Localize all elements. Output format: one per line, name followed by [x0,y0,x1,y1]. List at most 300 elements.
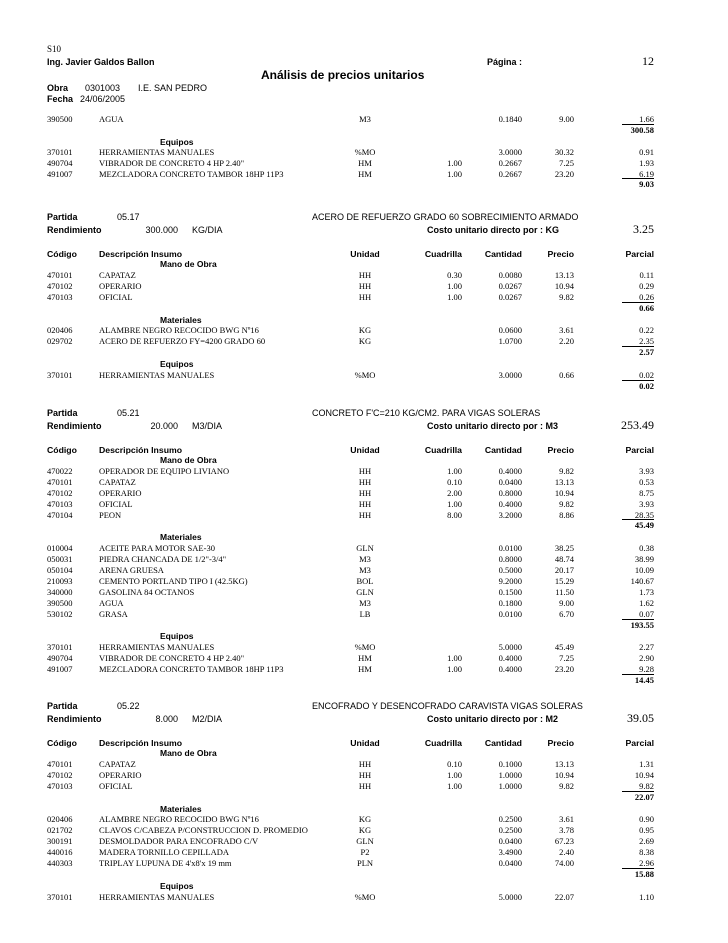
unidad-cell: HM [358,157,372,168]
codigo-cell: 440303 [47,858,73,868]
rendimiento-value: 20.000 [150,421,178,431]
table-row [0,892,728,903]
parcial-cell: 0.29 [639,280,654,291]
header-codigo: Código [47,738,77,748]
codigo-cell: 470102 [47,487,73,498]
descripcion-cell: OPERARIO [99,280,142,291]
parcial-cell: 0.07 [639,608,654,619]
cantidad-cell: 0.2500 [498,825,522,836]
parcial-cell: 0.02 [639,370,654,380]
parcial-cell: 9.82 [639,780,654,791]
codigo-cell: 050104 [47,565,73,575]
parcial-cell: 8.38 [639,847,654,858]
header-codigo: Código [47,249,77,259]
table-row [0,158,728,169]
unidad-cell: HH [358,509,372,520]
table-row [0,664,728,675]
cantidad-cell: 0.1500 [498,586,522,597]
cantidad-cell: 3.2000 [498,509,522,520]
header-parcial: Parcial [625,445,654,455]
cantidad-cell: 0.2667 [498,168,522,179]
cantidad-cell: 0.2500 [498,814,522,825]
header-cuadrilla: Cuadrilla [424,249,462,259]
header-descripcion: Descripción Insumo [99,445,183,455]
unidad-cell: LB [359,608,371,619]
header-cuadrilla: Cuadrilla [424,738,462,748]
subtotal-value: 300.58 [630,124,654,135]
header-unidad: Unidad [350,445,380,455]
cuadrilla-cell: 2.00 [447,487,462,498]
codigo-cell: 490704 [47,157,73,168]
table-row [0,587,728,598]
precio-cell: 67.23 [554,836,574,847]
costo-value: 253.49 [621,418,654,432]
cantidad-cell: 0.8000 [498,487,522,498]
codigo-cell: 210093 [47,575,73,586]
table-row [0,653,728,664]
descripcion-cell: VIBRADOR DE CONCRETO 4 HP 2.40" [99,157,245,168]
cantidad-cell: 0.0400 [498,476,522,487]
subtotal-value: 14.45 [634,675,654,685]
codigo-cell: 340000 [47,586,73,597]
descripcion-cell: OPERARIO [99,769,142,780]
partida-description: ENCOFRADO Y DESENCOFRADO CARAVISTA VIGAS SOLERAS [312,701,583,711]
precio-cell: 23.20 [554,664,574,675]
precio-cell: 22.07 [554,891,574,902]
parcial-cell: 0.95 [639,825,654,836]
table-row [0,847,728,858]
header-descripcion: Descripción Insumo [99,249,183,259]
cantidad-cell: 0.4000 [498,664,522,675]
obra-name: I.E. SAN PEDRO [138,83,208,93]
unidad-cell: %MO [354,891,376,902]
descripcion-cell: HERRAMIENTAS MANUALES [99,370,215,380]
table-row [0,565,728,576]
rendimiento-unit: KG/DIA [192,225,223,235]
table-row [0,642,728,653]
header-parcial: Parcial [625,249,654,259]
system-label: S10 [47,44,62,54]
page-number: 12 [642,54,654,68]
parcial-cell: 0.38 [639,543,654,554]
cantidad-cell: 1.0700 [498,336,522,347]
descripcion-cell: MEZCLADORA CONCRETO TAMBOR 18HP 11P3 [99,168,284,179]
unidad-cell: M3 [359,565,371,575]
cuadrilla-cell: 1.00 [447,465,462,476]
descripcion-cell: AGUA [99,114,124,124]
table-row [0,598,728,609]
partida-number: 05.17 [117,212,140,222]
parcial-cell: 0.90 [639,814,654,825]
parcial-cell: 0.26 [639,291,654,302]
cantidad-cell: 0.1000 [498,758,522,769]
cantidad-cell: 0.4000 [498,498,522,509]
unidad-cell: %MO [354,370,376,380]
costo-value: 39.05 [627,711,654,725]
unidad-cell: M3 [359,114,371,124]
cantidad-cell: 0.1800 [498,597,522,608]
parcial-cell: 1.62 [639,597,654,608]
cantidad-cell: 0.8000 [498,554,522,565]
costo-label: Costo unitario directo por : M3 [427,421,559,431]
page-label: Página : [487,57,523,67]
descripcion-cell: CEMENTO PORTLAND TIPO I (42.5KG) [99,575,248,586]
codigo-cell: 530102 [47,608,73,619]
cuadrilla-cell: 0.10 [447,476,462,487]
precio-cell: 20.17 [554,565,574,575]
codigo-cell: 470101 [47,758,73,769]
group-label: Equipos [160,631,194,642]
unidad-cell: HM [358,168,372,179]
codigo-cell: 390500 [47,597,73,608]
group-label: Equipos [160,880,194,891]
unidad-cell: HH [358,291,372,302]
unidad-cell: KG [358,814,372,825]
table-row [0,477,728,488]
partida-label: Partida [47,212,78,222]
cantidad-cell: 0.1840 [498,114,522,124]
cantidad-cell: 0.0600 [498,325,522,336]
unidad-cell: HH [358,465,372,476]
codigo-cell: 020406 [47,325,73,336]
codigo-cell: 470022 [47,465,73,476]
subtotal-value: 193.55 [630,619,654,630]
cuadrilla-cell: 1.00 [447,653,462,664]
codigo-cell: 029702 [47,336,73,347]
table-row [0,270,728,281]
parcial-cell: 9.28 [639,664,654,675]
table-row [0,488,728,499]
precio-cell: 10.94 [554,487,574,498]
descripcion-cell: OFICIAL [99,780,133,791]
descripcion-cell: OFICIAL [99,498,133,509]
rendimiento-label: Rendimiento [47,225,102,235]
descripcion-cell: GRASA [99,608,128,619]
precio-cell: 30.32 [554,146,574,157]
header-unidad: Unidad [350,249,380,259]
descripcion-cell: CLAVOS C/CABEZA P/CONSTRUCCION D. PROMEDIO [99,825,308,836]
precio-cell: 9.82 [559,291,574,302]
table-row [0,510,728,521]
subtotal-value: 22.07 [634,791,654,802]
descripcion-cell: HERRAMIENTAS MANUALES [99,642,215,653]
precio-cell: 15.29 [554,575,574,586]
unidad-cell: HH [358,269,372,280]
codigo-cell: 050031 [47,554,73,565]
parcial-cell: 0.11 [639,269,654,280]
descripcion-cell: CAPATAZ [99,269,136,280]
cantidad-cell: 5.0000 [498,642,522,653]
precio-cell: 9.00 [559,114,574,124]
header-cantidad: Cantidad [484,249,522,259]
unidad-cell: HH [358,769,372,780]
parcial-cell: 8.75 [639,487,654,498]
unidad-cell: HH [358,476,372,487]
obra-label: Obra [47,83,69,93]
subtotal-value: 45.49 [634,520,654,531]
descripcion-cell: ACEITE PARA MOTOR SAE-30 [99,543,215,554]
precio-cell: 2.20 [559,336,574,347]
descripcion-cell: OFICIAL [99,291,133,302]
precio-cell: 74.00 [554,858,574,868]
unidad-cell: GLN [356,836,374,847]
descripcion-cell: OPERARIO [99,487,142,498]
descripcion-cell: DESMOLDADOR PARA ENCOFRADO C/V [99,836,259,847]
header-cantidad: Cantidad [484,445,522,455]
group-label: Mano de Obra [160,455,217,465]
parcial-cell: 1.66 [639,114,654,124]
header-precio: Precio [547,445,574,455]
table-row [0,281,728,292]
cuadrilla-cell: 1.00 [447,780,462,791]
parcial-cell: 0.53 [639,476,654,487]
precio-cell: 13.13 [554,476,574,487]
descripcion-cell: AGUA [99,597,124,608]
descripcion-cell: ALAMBRE NEGRO RECOCIDO BWG Nº16 [99,814,259,825]
codigo-cell: 470101 [47,269,73,280]
partida-label: Partida [47,701,78,711]
header-descripcion: Descripción Insumo [99,738,183,748]
precio-cell: 13.13 [554,758,574,769]
obra-code: 0301003 [85,83,121,93]
codigo-cell: 490704 [47,653,73,664]
cantidad-cell: 5.0000 [498,891,522,902]
descripcion-cell: TRIPLAY LUPUNA DE 4'x8'x 19 mm [99,858,232,868]
page-title: Análisis de precios unitarios [261,68,425,82]
parcial-cell: 2.90 [639,653,654,664]
codigo-cell: 470103 [47,780,73,791]
table-row [0,325,728,336]
group-label: Mano de Obra [160,259,217,269]
descripcion-cell: CAPATAZ [99,758,136,769]
descripcion-cell: CAPATAZ [99,476,136,487]
unidad-cell: M3 [359,554,371,565]
engineer-name: Ing. Javier Galdos Ballon [47,57,155,67]
unidad-cell: PLN [356,858,374,868]
cantidad-cell: 0.0400 [498,858,522,868]
group-label: Equipos [160,359,194,370]
cantidad-cell: 1.0000 [498,780,522,791]
table-row [0,543,728,554]
descripcion-cell: VIBRADOR DE CONCRETO 4 HP 2.40" [99,653,245,664]
header-codigo: Código [47,445,77,455]
table-row [0,554,728,565]
unidad-cell: KG [358,325,372,336]
codigo-cell: 470102 [47,280,73,291]
table-row [0,836,728,847]
cantidad-cell: 0.5000 [498,565,522,575]
table-row [0,466,728,477]
parcial-cell: 2.27 [639,642,654,653]
unidad-cell: HM [358,664,372,675]
cuadrilla-cell: 1.00 [447,769,462,780]
costo-value: 3.25 [633,222,654,236]
descripcion-cell: HERRAMIENTAS MANUALES [99,146,215,157]
unidad-cell: HH [358,758,372,769]
rendimiento-value: 8.000 [155,714,178,724]
cuadrilla-cell: 0.10 [447,758,462,769]
descripcion-cell: MEZCLADORA CONCRETO TAMBOR 18HP 11P3 [99,664,284,675]
parcial-cell: 1.73 [639,586,654,597]
unidad-cell: M3 [359,597,371,608]
precio-cell: 38.25 [554,543,574,554]
codigo-cell: 470103 [47,291,73,302]
precio-cell: 48.74 [554,554,574,565]
parcial-cell: 2.69 [639,836,654,847]
codigo-cell: 470102 [47,769,73,780]
unidad-cell: GLN [356,543,374,554]
codigo-cell: 470103 [47,498,73,509]
table-row [0,336,728,347]
rendimiento-label: Rendimiento [47,421,102,431]
unidad-cell: HH [358,498,372,509]
parcial-cell: 140.67 [630,575,654,586]
parcial-cell: 1.93 [639,157,654,168]
parcial-cell: 0.91 [639,146,654,157]
rendimiento-unit: M3/DIA [192,421,223,431]
group-label: Materiales [160,314,202,325]
header-unidad: Unidad [350,738,380,748]
unidad-cell: KG [358,336,372,347]
parcial-cell: 28.35 [634,509,654,520]
unidad-cell: HH [358,780,372,791]
parcial-cell: 1.31 [639,758,654,769]
subtotal-value: 15.88 [634,868,654,879]
precio-cell: 3.61 [559,814,574,825]
cantidad-cell: 0.2667 [498,157,522,168]
table-row [0,169,728,180]
precio-cell: 9.82 [559,465,574,476]
precio-cell: 10.94 [554,280,574,291]
cantidad-cell: 0.0267 [498,291,522,302]
codigo-cell: 470104 [47,509,73,520]
descripcion-cell: HERRAMIENTAS MANUALES [99,891,215,902]
cantidad-cell: 3.4900 [498,847,522,858]
table-row [0,370,728,381]
unidad-cell: KG [358,825,372,836]
unidad-cell: %MO [354,146,376,157]
descripcion-cell: GASOLINA 84 OCTANOS [99,586,195,597]
unidad-cell: HM [358,653,372,664]
partida-label: Partida [47,408,78,418]
cantidad-cell: 1.0000 [498,769,522,780]
table-row [0,825,728,836]
precio-cell: 13.13 [554,269,574,280]
codigo-cell: 370101 [47,891,73,902]
cantidad-cell: 0.0100 [498,608,522,619]
precio-cell: 8.86 [559,509,574,520]
descripcion-cell: ARENA GRUESA [99,565,164,575]
cuadrilla-cell: 1.00 [447,168,462,179]
parcial-cell: 10.09 [634,565,654,575]
table-row [0,781,728,792]
precio-cell: 3.61 [559,325,574,336]
precio-cell: 9.82 [559,498,574,509]
cantidad-cell: 0.4000 [498,465,522,476]
descripcion-cell: OPERADOR DE EQUIPO LIVIANO [99,465,230,476]
cuadrilla-cell: 1.00 [447,664,462,675]
codigo-cell: 390500 [47,114,73,124]
rendimiento-value: 300.000 [145,225,178,235]
group-label: Materiales [160,803,202,814]
cuadrilla-cell: 1.00 [447,291,462,302]
group-label: Materiales [160,532,202,543]
unidad-cell: HH [358,280,372,291]
codigo-cell: 010004 [47,543,73,554]
descripcion-cell: ACERO DE REFUERZO FY=4200 GRADO 60 [99,336,266,347]
codigo-cell: 491007 [47,664,73,675]
precio-cell: 0.66 [559,370,574,380]
partida-number: 05.22 [117,701,140,711]
subtotal-value: 0.66 [639,302,654,313]
unidad-cell: GLN [356,586,374,597]
precio-cell: 23.20 [554,168,574,179]
cantidad-cell: 3.0000 [498,146,522,157]
parcial-cell: 10.94 [634,769,654,780]
fecha-label: Fecha [47,94,74,104]
cantidad-cell: 0.0400 [498,836,522,847]
precio-cell: 9.00 [559,597,574,608]
cantidad-cell: 3.0000 [498,370,522,380]
table-row [0,858,728,869]
precio-cell: 11.50 [555,586,574,597]
costo-label: Costo unitario directo por : M2 [427,714,559,724]
costo-label: Costo unitario directo por : KG [427,225,559,235]
partida-number: 05.21 [117,408,140,418]
unidad-cell: %MO [354,642,376,653]
descripcion-cell: MADERA TORNILLO CEPILLADA [99,847,230,858]
parcial-cell: 3.93 [639,498,654,509]
partida-description: CONCRETO F'C=210 KG/CM2. PARA VIGAS SOLERAS [312,408,541,418]
cuadrilla-cell: 1.00 [447,498,462,509]
table-row [0,499,728,510]
parcial-cell: 0.22 [639,325,654,336]
column-headers [0,445,728,456]
precio-cell: 6.70 [559,608,574,619]
unidad-cell: P2 [360,847,370,858]
codigo-cell: 021702 [47,825,73,836]
table-row [0,576,728,587]
codigo-cell: 491007 [47,168,73,179]
table-row [0,759,728,770]
precio-cell: 45.49 [554,642,574,653]
group-label: Mano de Obra [160,748,217,758]
codigo-cell: 300191 [47,836,73,847]
precio-cell: 3.78 [559,825,574,836]
precio-cell: 7.25 [559,653,574,664]
cuadrilla-cell: 1.00 [447,157,462,168]
header-parcial: Parcial [625,738,654,748]
header-precio: Precio [547,249,574,259]
unidad-cell: HH [358,487,372,498]
descripcion-cell: PIEDRA CHANCADA DE 1/2"-3/4" [99,554,227,565]
cuadrilla-cell: 8.00 [447,509,462,520]
cantidad-cell: 0.0267 [498,280,522,291]
cantidad-cell: 9.2000 [498,575,522,586]
parcial-cell: 2.35 [639,336,654,347]
table-row [0,147,728,158]
parcial-cell: 3.93 [639,465,654,476]
header-cantidad: Cantidad [484,738,522,748]
codigo-cell: 440016 [47,847,73,858]
parcial-cell: 1.10 [639,891,654,902]
subtotal-value: 9.03 [639,179,654,190]
cuadrilla-cell: 1.00 [447,280,462,291]
unidad-cell: BOL [356,575,374,586]
table-row [0,814,728,825]
precio-cell: 7.25 [559,157,574,168]
cantidad-cell: 0.4000 [498,653,522,664]
